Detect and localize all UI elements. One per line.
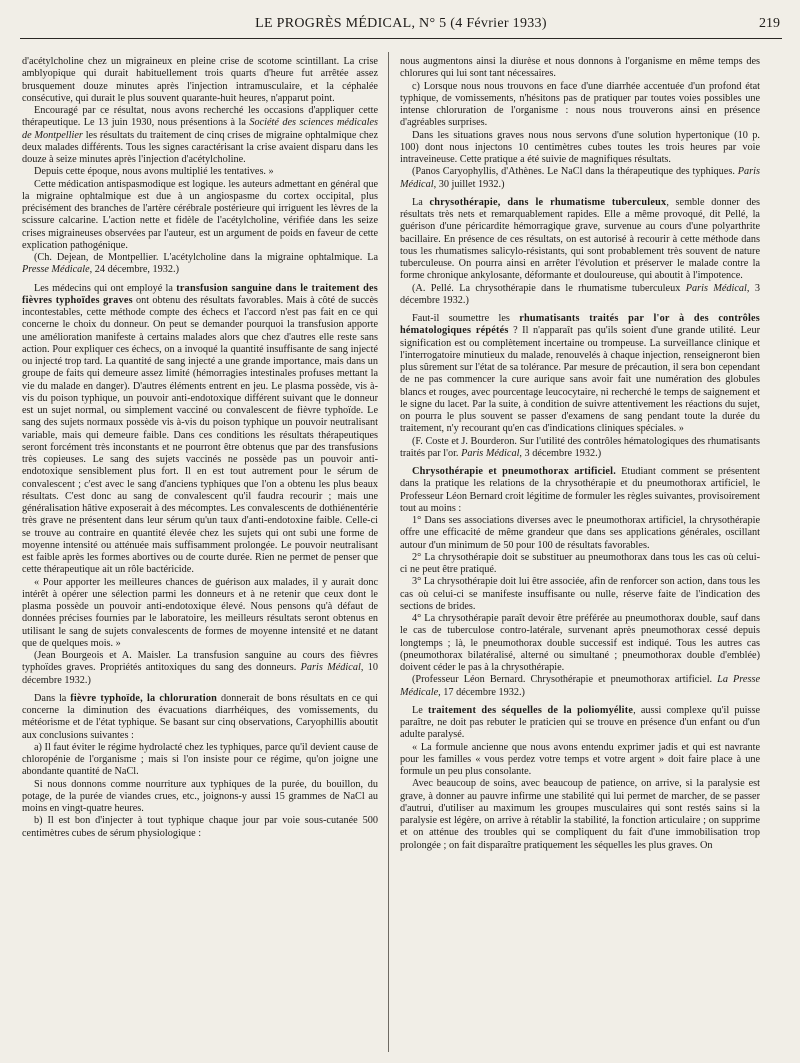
list-item: b) Il est bon d'injecter à tout typhique chaque jour par voie sous-cutanée 500 centimètres cubes de sérum physiologique : bbox=[22, 815, 378, 839]
section-heading: Chrysothérapie et pneumothorax artificiel. bbox=[412, 466, 616, 477]
section-heading: chrysothérapie, dans le rhumatisme tuberculeux bbox=[429, 196, 667, 208]
list-item: a) Il faut éviter le régime hydrolacté chez les typhiques, parce qu'il devient cause de chloropénie de l'organisme ; mais si l'on insiste pour ce régime, qu'on joigne une abondante quantité de NaCl. bbox=[22, 741, 378, 778]
paragraph: « La formule ancienne que nous avons entendu exprimer jadis et qui est navrante pour les familles « vous perdez votre temps et votre argent » doit faire place à une formule un peu plus consolante. bbox=[400, 741, 760, 777]
running-title: LE PROGRÈS MÉDICAL, N° 5 (4 Février 1933) bbox=[255, 16, 547, 31]
reference: (Panos Caryophyllis, d'Athènes. Le NaCl dans la thérapeutique des typhiques. Paris Médical, 30 juillet 1932.) bbox=[400, 166, 760, 190]
page-header bbox=[20, 10, 782, 39]
section-heading: transfusion sanguine dans le traitement des fièvres typhoïdes graves bbox=[22, 282, 378, 306]
article-poliomyelite: Le traitement des séquelles de la poliomyélite, aussi complexe qu'il puisse paraître, ne doit pas rebuter le praticien qui se trouve en présence d'un enfant ou d'un adulte paralysé. bbox=[400, 704, 760, 741]
list-item: 4° La chrysothérapie paraît devoir être préférée au pneumothorax double, sauf dans le cas de tuberculose contro-latérale, survenant après pneumothorax cessé depuis longtemps ; là, le pneumothorax double successif est indiqué. Tous les autres cas (pneumothorax bilatéralisé, alterné ou simultané ; pneumothorax double d'emblée) doivent céder le pas à la chrysothérapie. bbox=[400, 613, 760, 673]
article-chloruration: Dans la fièvre typhoïde, la chloruration donnerait de bons résultats en ce qui concerne la diminution des évacuations diarrhéiques, des vomissements, du météorisme et de l'état typhique. Se basant sur cinq observations, Caryophillis aboutit aux conclusions suivantes : bbox=[22, 692, 378, 741]
reference: (Professeur Léon Bernard. Chrysothérapie et pneumothorax artificiel. La Presse Médicale, 17 décembre 1932.) bbox=[400, 674, 760, 698]
article-controles: Faut-il soumettre les rhumatisants traités par l'or à des contrôles hématologiques répétés ? Il n'apparaît pas qu'ils soient d'une grande utilité. Leur signification est ou complètement incertaine ou trompeuse. La surveillance clinique et l'interrogatoire minutieux du malade, renouvelés à chaque injection, renseigneront bien plus sûrement sur l'état de sa tolérance. Par mesure de précaution, il sera bon cependant de ne pas commencer la cure aurique sans avoir fait une numération des globules blancs et rouges, avec pourcentage leucocytaire, ni recherché le temps de saignement et le signe du lacet. Par la suite, à condition de suivre attentivement les réactions du sujet, on pourra le plus souvent se passer d'examens de sang pendant toute la durée du traitement, n'y recourant qu'en cas d'indications cliniques spéciales. » bbox=[400, 313, 760, 435]
paragraph: Cette médication antispasmodique est logique. les auteurs admettant en général que la migraine ophtalmique est due à un angiospasme du cortex occipital, plus précisément des branches de l'artère cérébrale postérieure qui irriguent les lèvres de la scissure calcarine. L'action nette et fidèle de l'acétylcholine, vérifiée dans les seize crises migraineuses observées par l'auteur, est un argument de poids en faveur de cette explication pathogénique. bbox=[22, 178, 378, 251]
article-transfusion: Les médecins qui ont employé la transfusion sanguine dans le traitement des fièvres typhoïdes graves ont obtenu des résultats favorables. Mais à côté de succès incontestables, cette méthode compte des échecs et l'accord n'est pas fait en ce qui concerne le choix du donneur. On peut se demander pourquoi la transfusion apporte une amélioration manifeste à certains malades alors que chez d'autres elle reste sans action. Pour expliquer ces échecs, on a invoqué la quantité insuffisante de sang injecté ou injecté trop tard. La quantité de sang injecté a une grande importance, mais dans un groupe de faits qui demeure assez limité (hémorragies intestinales profuses mettant la vie du malade en danger). D'autres éléments entrent en jeu. Le plasma possède, vis à-vis du poison typhique, un pouvoir anti-endotoxique différent suivant que le donneur est un sujet normal, ou simplement vacciné ou convalescent de fièvre typhoïde. Le sang des sujets normaux possède vis à-vis du poison typhique un pouvoir neutralisant variable, mais qui demeure faible. Dans ces conditions les résultats thérapeutiques seront forcément très inconstants et ne pourront être obtenus que par des transfusions très copieuses. Le sang des sujets vaccinés ne possède pas un pouvoir anti-endotoxique sensiblement plus fort. Il en est tout autrement pour le sérum de convalescent ; c'est avec le sang d'anciens typhiques que l'on a obtenu les plus beaux résultats. C'est donc au sang de convalescent qu'il faudra recourir ; mais une généralisation hâtive exposerait à des mécomptes. Les convalescents de dothiénentérie très grave ne présentent dans leur sérum qu'un taux d'anti-endotoxine faible. Celle-ci se trouve au contraire en quantité élevée chez les sujets qui ont subi une forme de moyenne intensité ou atténuée mais suffisamment prolongée. Le pouvoir neutralisant est faible après les formes abortives ou de courte durée. Rien ne permet de penser que cette thérapeutique ait un rôle bactéricide. bbox=[22, 282, 378, 576]
section-heading: rhumatisants traités par l'or à des contrôles hématologiques répétés bbox=[400, 313, 760, 337]
right-column bbox=[400, 56, 760, 1056]
list-item: 1° Dans ses associations diverses avec le pneumothorax artificiel, la chrysothérapie offre une efficacité de même grandeur que dans ses applications générales, oscillant autour d'un minimum de 50 pour 100 de résultats favorables. bbox=[400, 515, 760, 551]
article-pneumothorax: Chrysothérapie et pneumothorax artificiel. Etudiant comment se présentent dans la pratique les relations de la chrysothérapie et du pneumothorax artificiel, le Professeur Léon Bernard croit légitime de formuler les règles suivantes, provisoirement tout au moins : bbox=[400, 466, 760, 514]
reference: (Ch. Dejean, de Montpellier. L'acétylcholine dans la migraine ophtalmique. La Presse Médicale, 24 décembre, 1932.) bbox=[22, 252, 378, 276]
reference: (F. Coste et J. Bourderon. Sur l'utilité des contrôles hématologiques des rhumatisants traités par l'or. Paris Médical, 3 décembre 1932.) bbox=[400, 435, 760, 459]
paragraph: nous augmentons ainsi la diurèse et nous donnons à l'organisme en même temps des chlorures qui lui sont tant nécessaires. bbox=[400, 56, 760, 80]
reference: (Jean Bourgeois et A. Maisler. La transfusion sanguine au cours des fièvres typhoïdes graves. Propriétés antitoxiques du sang des donneurs. Paris Médical, 10 décembre 1932.) bbox=[22, 650, 378, 686]
list-item: 3° La chrysothérapie doit lui être associée, afin de renforcer son action, dans tous les cas où celui-ci se manifeste insuffisante ou nulle, réserve faite de l'indication des sections de brides. bbox=[400, 576, 760, 612]
paragraph: c) Lorsque nous nous trouvons en face d'une diarrhée accentuée d'un profond état typhique, de vomissements, n'hésitons pas de pratiquer par toutes voies possibles une intense chloruration de l'organisme : nous nous trouverons ainsi en présence d'agréables surprises. bbox=[400, 80, 760, 129]
reference: (A. Pellé. La chrysothérapie dans le rhumatisme tuberculeux Paris Médical, 3 décembre 1932.) bbox=[400, 282, 760, 306]
paragraph: « Pour apporter les meilleures chances de guérison aux malades, il y aurait donc intérêt à opérer une sélection parmi les donneurs et à ne retenir que ceux dont le plasma possède un pouvoir anti-endotoxique élevé. Nous pensons qu'à défaut de données précises fournies par le laboratoire, les meilleurs résultats seront obtenus en utilisant le sang de sujets convalescents de formes de moyenne intensité et ne datant que de quelques mois. » bbox=[22, 576, 378, 649]
paragraph: Depuis cette époque, nous avons multiplié les tentatives. » bbox=[34, 166, 274, 178]
paragraph: d'acétylcholine chez un migraineux en pleine crise de scotome scintillant. La crise amblyopique qui durait habituellement trois quarts d'heure fut arrêtée assez brusquement douze minutes après l'injection intramusculaire, et la céphalée consécutive, qui durait le plus souvent quarante-huit heures, n'apparut point. bbox=[22, 56, 378, 104]
left-column bbox=[22, 56, 378, 1056]
paragraph: Avec beaucoup de soins, avec beaucoup de patience, on arrive, si la paralysie est grave, à donner au pauvre infirme une stabilité qui lui permet de marcher, de se passer d'autrui, d'utiliser au maximum les groupes musculaires qui sont restés sains si la paralysie est légère, on arrive à rétablir la stabilité, la fonction articulaire ; on supprime et on atténue des troubles qui se compliquent du fait d'une immobilisation trop prolongée ; on fait disparaître pratiquement les séquelles les plus graves. On bbox=[400, 778, 760, 851]
article-chrysotherapie-rhumatisme: La chrysothérapie, dans le rhumatisme tuberculeux, semble donner des résultats très nets et remarquablement rapides. Elle a même provoqué, dit Pellé, la guérison d'une péricardite hémorragique grave, survenue au cours d'une polyarthrite bacillaire. En présence de ces résultats, on est autorisé à recourir à cette méthode dans tous les rhumatismes salicylo-résistants, qui sont probablement très souvent de nature tuberculeuse. On pourra ainsi en arrêter l'évolution et préserver le malade contre la forme chronique ankylosante, déformante et douloureuse, qui aboutit à l'impotence. bbox=[400, 196, 760, 282]
list-item: 2° La chrysothérapie doit se substituer au pneumothorax dans tous les cas où celui-ci ne peut être pratiqué. bbox=[400, 551, 760, 575]
list-item: Si nous donnons comme nourriture aux typhiques de la purée, du bouillon, du potage, de la purée de viandes crues, etc., joignons-y aussi 15 grammes de NaCl au moins en vingt-quatre heures. bbox=[22, 778, 378, 814]
paragraph: Encouragé par ce résultat, nous avons recherché les occasions d'appliquer cette thérapeutique. Le 13 juin 1930, nous présentions à la Société des sciences médicales de Montpellier les résultats du traitement de cinq crises de migraine ophtalmique chez deux malades différents. Tous les signes caractérisant la crise avaient disparu dans les douze à seize minutes après l'injection d'acétylcholine. bbox=[22, 105, 378, 165]
section-heading: traitement des séquelles de la poliomyélite bbox=[427, 704, 634, 716]
section-heading: fièvre typhoïde, la chloruration bbox=[70, 692, 218, 704]
page-number: 219 bbox=[759, 16, 780, 31]
column-divider bbox=[388, 52, 389, 1052]
paragraph: Dans les situations graves nous nous servons d'une solution hypertonique (10 p. 100) dont nous injectons 10 centimètres cubes toutes les trois heures par voie intraveineuse. Cette pratique a été suivie de magnifiques résultats. bbox=[400, 129, 760, 165]
